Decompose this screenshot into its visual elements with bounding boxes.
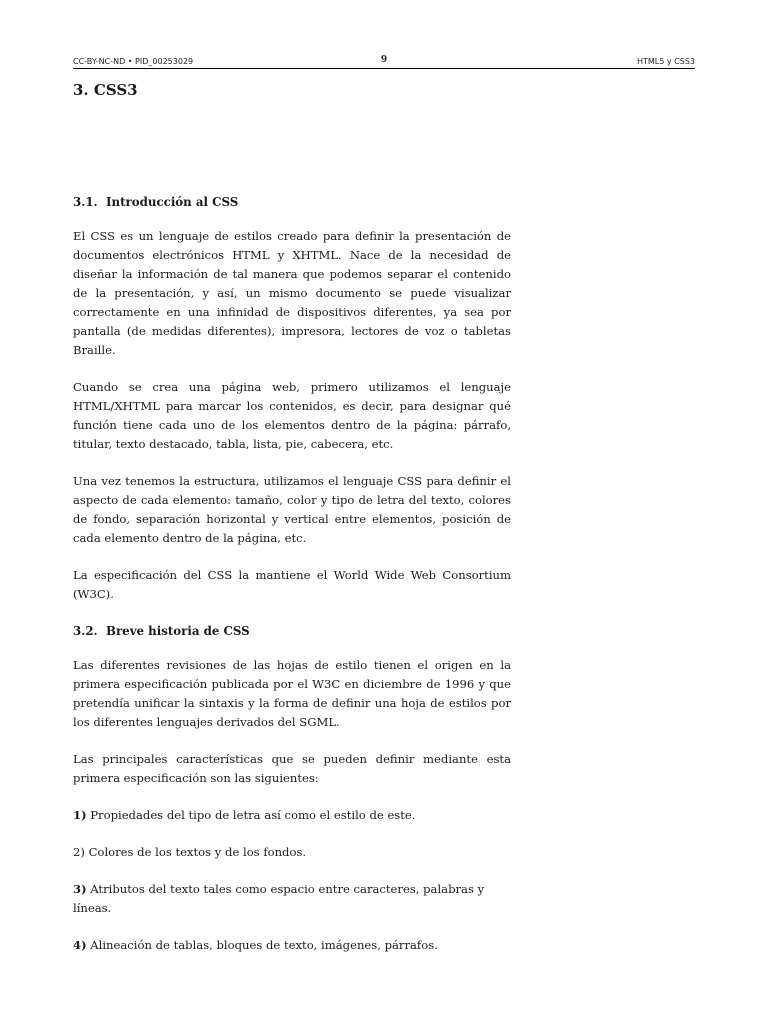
header-document-title: HTML5 y CSS3 [636,57,695,66]
list-item [73,936,511,955]
list-item-text: Colores de los textos y de los fondos. [84,845,307,859]
list-item-number: 3) [73,882,87,896]
paragraph: Las principales características que se pueden definir mediante esta primera especificación son las siguientes: [73,752,511,785]
paragraph: Cuando se crea una página web, primero utilizamos el lenguaje HTML/XHTML para marcar los contenidos, es decir, para designar qué función tiene cada uno de los elementos dentro de la página: párrafo, titular, texto destacado, tabla, lista, pie, cabecera, etc. [73,380,511,451]
paragraph: El CSS es un lenguaje de estilos creado para definir la presentación de documentos electrónicos HTML y XHTML. Nace de la necesidad de diseñar la información de tal manera que podemos separar el contenido de la presentación, y así, un mismo documento se puede visualizar correctamente en una infinidad de dispositivos diferentes, ya sea por pantalla (de medidas diferentes), impresora, lectores de voz o tabletas Braille. [73,229,511,357]
section-number: 3.2. [73,624,98,638]
page-body [73,193,511,973]
header-license-id: CC-BY-NC-ND • PID_00253029 [73,57,194,66]
list-item-text: Propiedades del tipo de letra así como el estilo de este. [86,808,416,822]
header-divider [73,68,695,69]
list-item-number: 4) [73,938,87,952]
list-item [73,880,511,918]
list-item-number: 2) [73,845,85,859]
page-header [73,55,695,69]
section-heading-history [73,622,511,641]
section-title: Introducción al CSS [106,195,239,209]
paragraph: Una vez tenemos la estructura, utilizamos el lenguaje CSS para definir el aspecto de cada elemento: tamaño, color y tipo de letra del texto, colores de fondo, separación horizontal y vertical entre elementos, posición de cada elemento dentro de la página, etc. [73,474,511,545]
page-number: 9 [380,55,388,65]
section-heading-intro [73,193,511,212]
list-item-text: Atributos del texto tales como espacio entre caracteres, palabras y líneas. [73,882,485,915]
list-item-number: 1) [73,808,87,822]
list-item-text: Alineación de tablas, bloques de texto, imágenes, párrafos. [86,938,438,952]
list-item [73,806,511,825]
paragraph: La especificación del CSS la mantiene el World Wide Web Consortium (W3C). [73,568,511,601]
list-item [73,843,511,862]
paragraph: Las diferentes revisiones de las hojas de estilo tienen el origen en la primera especificación publicada por el W3C en diciembre de 1996 y que pretendía unificar la sintaxis y la forma de definir una hoja de estilos por los diferentes lenguajes derivados del SGML. [73,658,511,729]
section-title: Breve historia de CSS [106,624,250,638]
chapter-title: 3. CSS3 [73,81,138,99]
section-number: 3.1. [73,195,98,209]
